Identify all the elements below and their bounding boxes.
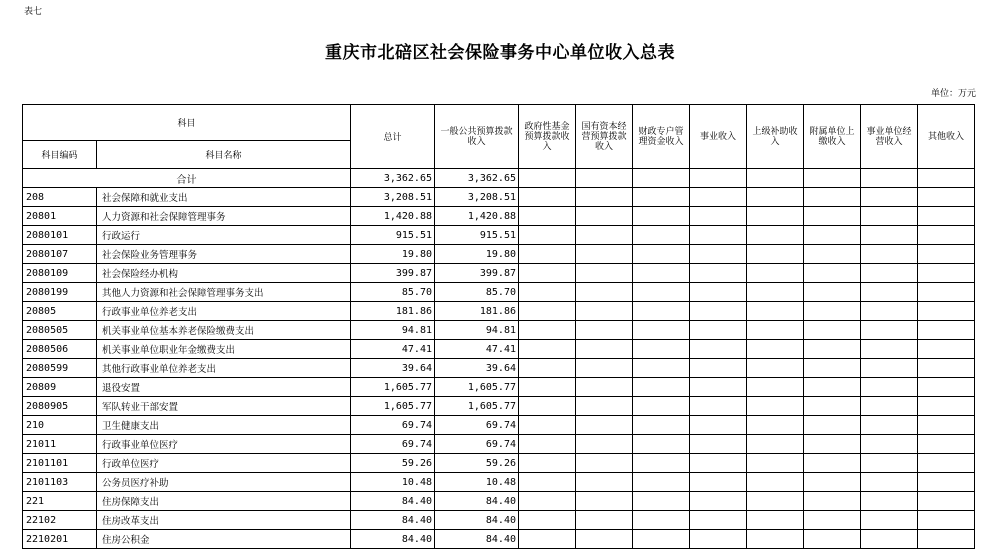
empty-cell xyxy=(804,359,861,378)
row-general: 47.41 xyxy=(435,340,519,359)
row-general: 59.26 xyxy=(435,454,519,473)
row-total: 10.48 xyxy=(351,473,435,492)
header-other-income: 其他收入 xyxy=(918,105,975,169)
empty-cell xyxy=(861,473,918,492)
empty-cell xyxy=(918,340,975,359)
empty-cell xyxy=(519,340,576,359)
empty-cell xyxy=(804,226,861,245)
table-row xyxy=(23,530,975,549)
empty-cell xyxy=(804,283,861,302)
table-row xyxy=(23,492,975,511)
empty-cell xyxy=(690,435,747,454)
table-row xyxy=(23,302,975,321)
empty-cell xyxy=(747,340,804,359)
table-row xyxy=(23,321,975,340)
empty-cell xyxy=(576,492,633,511)
empty-cell xyxy=(519,264,576,283)
empty-cell xyxy=(861,359,918,378)
empty-cell xyxy=(576,188,633,207)
row-code: 208 xyxy=(23,188,97,207)
row-code: 2080505 xyxy=(23,321,97,340)
empty-cell xyxy=(519,283,576,302)
empty-cell xyxy=(519,302,576,321)
empty-cell xyxy=(519,245,576,264)
total-label: 合计 xyxy=(23,169,351,188)
empty-cell xyxy=(519,378,576,397)
empty-cell xyxy=(576,416,633,435)
row-name: 社会保险业务管理事务 xyxy=(97,245,351,264)
empty-cell xyxy=(861,302,918,321)
empty-cell xyxy=(804,169,861,188)
empty-cell xyxy=(690,283,747,302)
empty-cell xyxy=(690,321,747,340)
row-general: 69.74 xyxy=(435,435,519,454)
empty-cell xyxy=(690,473,747,492)
row-code: 2210201 xyxy=(23,530,97,549)
empty-cell xyxy=(747,169,804,188)
empty-cell xyxy=(519,359,576,378)
row-total: 69.74 xyxy=(351,435,435,454)
empty-cell xyxy=(633,397,690,416)
empty-cell xyxy=(918,283,975,302)
header-business-operation: 事业单位经营收入 xyxy=(861,105,918,169)
row-name: 机关事业单位职业年金缴费支出 xyxy=(97,340,351,359)
empty-cell xyxy=(861,264,918,283)
row-code: 2080101 xyxy=(23,226,97,245)
empty-cell xyxy=(861,397,918,416)
row-general: 69.74 xyxy=(435,416,519,435)
empty-cell xyxy=(804,511,861,530)
table-row xyxy=(23,226,975,245)
empty-cell xyxy=(690,207,747,226)
row-name: 行政运行 xyxy=(97,226,351,245)
table-row xyxy=(23,416,975,435)
empty-cell xyxy=(519,435,576,454)
row-code: 20801 xyxy=(23,207,97,226)
row-general: 84.40 xyxy=(435,530,519,549)
row-general: 39.64 xyxy=(435,359,519,378)
empty-cell xyxy=(576,245,633,264)
header-total: 总计 xyxy=(351,105,435,169)
empty-cell xyxy=(576,302,633,321)
row-name: 住房改革支出 xyxy=(97,511,351,530)
row-code: 210 xyxy=(23,416,97,435)
row-general: 19.80 xyxy=(435,245,519,264)
empty-cell xyxy=(633,416,690,435)
empty-cell xyxy=(747,473,804,492)
empty-cell xyxy=(576,321,633,340)
document-title: 重庆市北碚区社会保险事务中心单位收入总表 xyxy=(325,43,675,63)
empty-cell xyxy=(918,378,975,397)
empty-cell xyxy=(690,245,747,264)
total-amount: 3,362.65 xyxy=(351,169,435,188)
empty-cell xyxy=(861,169,918,188)
row-total: 19.80 xyxy=(351,245,435,264)
empty-cell xyxy=(918,473,975,492)
header-business-income: 事业收入 xyxy=(690,105,747,169)
empty-cell xyxy=(861,188,918,207)
empty-cell xyxy=(804,397,861,416)
empty-cell xyxy=(690,302,747,321)
row-name: 其他行政事业单位养老支出 xyxy=(97,359,351,378)
empty-cell xyxy=(918,169,975,188)
row-general: 1,605.77 xyxy=(435,378,519,397)
total-general-amount: 3,362.65 xyxy=(435,169,519,188)
row-code: 2080599 xyxy=(23,359,97,378)
empty-cell xyxy=(747,264,804,283)
empty-cell xyxy=(633,435,690,454)
row-name: 行政单位医疗 xyxy=(97,454,351,473)
empty-cell xyxy=(918,435,975,454)
empty-cell xyxy=(747,302,804,321)
table-row xyxy=(23,188,975,207)
empty-cell xyxy=(576,359,633,378)
empty-cell xyxy=(690,492,747,511)
row-name: 住房公积金 xyxy=(97,530,351,549)
row-name: 行政事业单位养老支出 xyxy=(97,302,351,321)
row-total: 85.70 xyxy=(351,283,435,302)
empty-cell xyxy=(918,492,975,511)
table-number-tag: 表七 xyxy=(24,7,43,17)
empty-cell xyxy=(633,530,690,549)
empty-cell xyxy=(576,226,633,245)
empty-cell xyxy=(576,473,633,492)
empty-cell xyxy=(633,340,690,359)
row-general: 84.40 xyxy=(435,511,519,530)
empty-cell xyxy=(918,511,975,530)
empty-cell xyxy=(633,245,690,264)
row-code: 20809 xyxy=(23,378,97,397)
row-name: 社会保险经办机构 xyxy=(97,264,351,283)
row-total: 39.64 xyxy=(351,359,435,378)
row-name: 其他人力资源和社会保障管理事务支出 xyxy=(97,283,351,302)
empty-cell xyxy=(861,511,918,530)
empty-cell xyxy=(690,359,747,378)
row-total: 1,420.88 xyxy=(351,207,435,226)
row-name: 行政事业单位医疗 xyxy=(97,435,351,454)
empty-cell xyxy=(804,473,861,492)
empty-cell xyxy=(804,492,861,511)
empty-cell xyxy=(804,530,861,549)
row-code: 21011 xyxy=(23,435,97,454)
header-affiliated-unit: 附属单位上缴收入 xyxy=(804,105,861,169)
table-row xyxy=(23,264,975,283)
empty-cell xyxy=(576,454,633,473)
row-code: 2101101 xyxy=(23,454,97,473)
empty-cell xyxy=(747,321,804,340)
empty-cell xyxy=(519,397,576,416)
header-state-capital: 国有资本经营预算拨款收入 xyxy=(576,105,633,169)
table-row xyxy=(23,511,975,530)
empty-cell xyxy=(576,397,633,416)
row-total: 181.86 xyxy=(351,302,435,321)
empty-cell xyxy=(633,283,690,302)
empty-cell xyxy=(861,378,918,397)
total-row xyxy=(23,169,975,188)
empty-cell xyxy=(633,302,690,321)
empty-cell xyxy=(576,511,633,530)
empty-cell xyxy=(633,454,690,473)
row-total: 84.40 xyxy=(351,511,435,530)
row-code: 2080107 xyxy=(23,245,97,264)
empty-cell xyxy=(918,302,975,321)
empty-cell xyxy=(690,378,747,397)
empty-cell xyxy=(519,473,576,492)
row-general: 10.48 xyxy=(435,473,519,492)
empty-cell xyxy=(861,226,918,245)
empty-cell xyxy=(747,397,804,416)
empty-cell xyxy=(690,416,747,435)
empty-cell xyxy=(861,245,918,264)
row-total: 84.40 xyxy=(351,530,435,549)
table-row xyxy=(23,378,975,397)
table-row xyxy=(23,397,975,416)
empty-cell xyxy=(747,283,804,302)
empty-cell xyxy=(918,416,975,435)
empty-cell xyxy=(690,454,747,473)
empty-cell xyxy=(804,302,861,321)
header-subject: 科目 xyxy=(23,105,351,141)
table-row xyxy=(23,435,975,454)
row-total: 3,208.51 xyxy=(351,188,435,207)
empty-cell xyxy=(519,511,576,530)
header-superior-subsidy: 上级补助收入 xyxy=(747,105,804,169)
empty-cell xyxy=(804,435,861,454)
empty-cell xyxy=(633,188,690,207)
row-total: 1,605.77 xyxy=(351,397,435,416)
row-name: 公务员医疗补助 xyxy=(97,473,351,492)
empty-cell xyxy=(519,188,576,207)
row-name: 社会保障和就业支出 xyxy=(97,188,351,207)
row-code: 2080905 xyxy=(23,397,97,416)
empty-cell xyxy=(804,245,861,264)
empty-cell xyxy=(690,511,747,530)
table-row xyxy=(23,245,975,264)
empty-cell xyxy=(576,283,633,302)
row-code: 2101103 xyxy=(23,473,97,492)
row-general: 1,605.77 xyxy=(435,397,519,416)
empty-cell xyxy=(804,207,861,226)
empty-cell xyxy=(633,321,690,340)
empty-cell xyxy=(633,473,690,492)
empty-cell xyxy=(747,416,804,435)
empty-cell xyxy=(747,207,804,226)
empty-cell xyxy=(861,340,918,359)
empty-cell xyxy=(690,169,747,188)
empty-cell xyxy=(804,378,861,397)
empty-cell xyxy=(918,397,975,416)
empty-cell xyxy=(690,397,747,416)
empty-cell xyxy=(918,226,975,245)
row-total: 915.51 xyxy=(351,226,435,245)
empty-cell xyxy=(918,454,975,473)
row-general: 399.87 xyxy=(435,264,519,283)
empty-cell xyxy=(861,416,918,435)
empty-cell xyxy=(519,207,576,226)
row-code: 221 xyxy=(23,492,97,511)
row-general: 181.86 xyxy=(435,302,519,321)
empty-cell xyxy=(918,359,975,378)
empty-cell xyxy=(576,435,633,454)
empty-cell xyxy=(633,511,690,530)
empty-cell xyxy=(918,530,975,549)
empty-cell xyxy=(519,416,576,435)
income-summary-table xyxy=(22,104,975,549)
unit-label: 单位：万元 xyxy=(930,89,976,99)
empty-cell xyxy=(747,226,804,245)
table-row xyxy=(23,207,975,226)
empty-cell xyxy=(633,169,690,188)
empty-cell xyxy=(918,207,975,226)
table-row xyxy=(23,473,975,492)
empty-cell xyxy=(861,492,918,511)
empty-cell xyxy=(690,188,747,207)
empty-cell xyxy=(804,340,861,359)
empty-cell xyxy=(690,340,747,359)
row-code: 2080199 xyxy=(23,283,97,302)
empty-cell xyxy=(576,340,633,359)
empty-cell xyxy=(918,321,975,340)
empty-cell xyxy=(633,378,690,397)
empty-cell xyxy=(519,226,576,245)
table-row xyxy=(23,359,975,378)
row-name: 卫生健康支出 xyxy=(97,416,351,435)
empty-cell xyxy=(747,245,804,264)
row-name: 人力资源和社会保障管理事务 xyxy=(97,207,351,226)
empty-cell xyxy=(804,188,861,207)
empty-cell xyxy=(576,264,633,283)
empty-cell xyxy=(690,264,747,283)
row-general: 1,420.88 xyxy=(435,207,519,226)
empty-cell xyxy=(519,454,576,473)
header-general-budget: 一般公共预算拨款收入 xyxy=(435,105,519,169)
empty-cell xyxy=(519,530,576,549)
empty-cell xyxy=(633,207,690,226)
empty-cell xyxy=(576,378,633,397)
row-total: 84.40 xyxy=(351,492,435,511)
empty-cell xyxy=(576,169,633,188)
row-total: 399.87 xyxy=(351,264,435,283)
empty-cell xyxy=(633,359,690,378)
row-total: 47.41 xyxy=(351,340,435,359)
empty-cell xyxy=(747,511,804,530)
empty-cell xyxy=(861,321,918,340)
row-total: 1,605.77 xyxy=(351,378,435,397)
empty-cell xyxy=(747,435,804,454)
header-gov-fund: 政府性基金预算拨款收入 xyxy=(519,105,576,169)
header-fiscal-special: 财政专户管理资金收入 xyxy=(633,105,690,169)
row-code: 2080109 xyxy=(23,264,97,283)
row-code: 22102 xyxy=(23,511,97,530)
header-code: 科目编码 xyxy=(23,141,97,169)
empty-cell xyxy=(519,321,576,340)
table-row xyxy=(23,340,975,359)
row-general: 915.51 xyxy=(435,226,519,245)
empty-cell xyxy=(747,454,804,473)
row-code: 20805 xyxy=(23,302,97,321)
row-name: 退役安置 xyxy=(97,378,351,397)
table-row xyxy=(23,283,975,302)
table-row xyxy=(23,454,975,473)
empty-cell xyxy=(804,416,861,435)
empty-cell xyxy=(747,188,804,207)
row-total: 69.74 xyxy=(351,416,435,435)
empty-cell xyxy=(747,359,804,378)
row-name: 军队转业干部安置 xyxy=(97,397,351,416)
empty-cell xyxy=(861,530,918,549)
empty-cell xyxy=(633,264,690,283)
empty-cell xyxy=(519,492,576,511)
empty-cell xyxy=(519,169,576,188)
empty-cell xyxy=(804,264,861,283)
empty-cell xyxy=(861,454,918,473)
empty-cell xyxy=(633,492,690,511)
row-general: 85.70 xyxy=(435,283,519,302)
empty-cell xyxy=(576,207,633,226)
empty-cell xyxy=(861,283,918,302)
empty-cell xyxy=(576,530,633,549)
header-name: 科目名称 xyxy=(97,141,351,169)
row-code: 2080506 xyxy=(23,340,97,359)
empty-cell xyxy=(747,378,804,397)
row-general: 3,208.51 xyxy=(435,188,519,207)
empty-cell xyxy=(861,207,918,226)
empty-cell xyxy=(918,188,975,207)
row-general: 84.40 xyxy=(435,492,519,511)
row-total: 94.81 xyxy=(351,321,435,340)
row-name: 住房保障支出 xyxy=(97,492,351,511)
empty-cell xyxy=(633,226,690,245)
empty-cell xyxy=(690,530,747,549)
empty-cell xyxy=(690,226,747,245)
empty-cell xyxy=(918,264,975,283)
row-general: 94.81 xyxy=(435,321,519,340)
empty-cell xyxy=(918,245,975,264)
empty-cell xyxy=(747,530,804,549)
empty-cell xyxy=(804,321,861,340)
empty-cell xyxy=(747,492,804,511)
empty-cell xyxy=(804,454,861,473)
row-total: 59.26 xyxy=(351,454,435,473)
empty-cell xyxy=(861,435,918,454)
row-name: 机关事业单位基本养老保险缴费支出 xyxy=(97,321,351,340)
